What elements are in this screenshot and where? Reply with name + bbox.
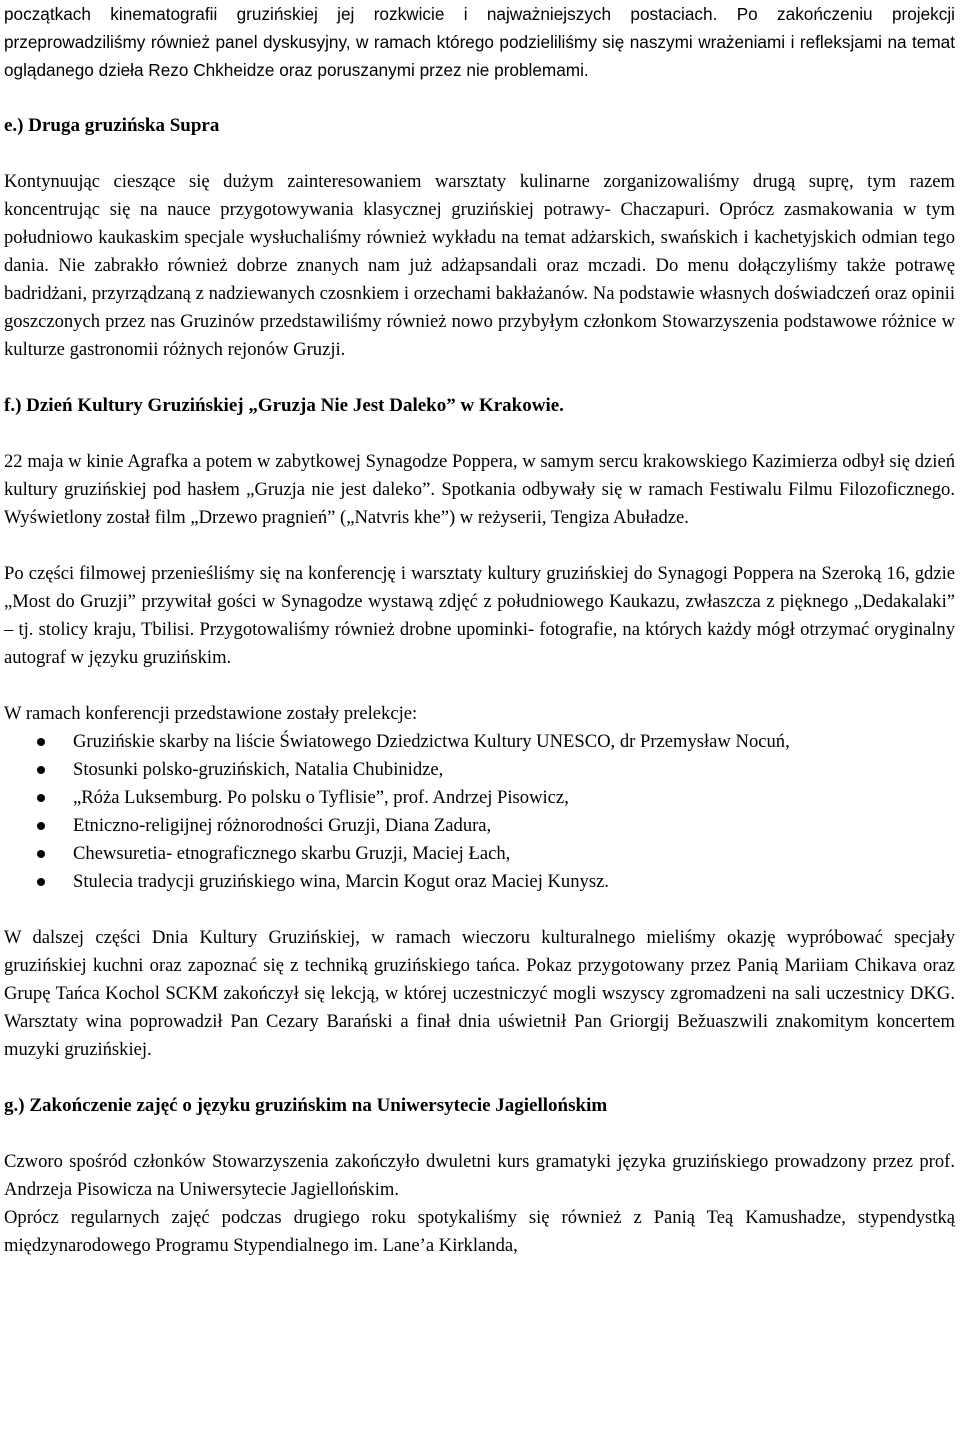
section-f-paragraph-2: Po części filmowej przenieśliśmy się na konferencję i warsztaty kultury gruzińskiej do Synagogi Poppera na Szeroką 16, gdzie „Most do Gruzji” przywitał gości w Synagodze wystawą zdjęć z południowego Kaukazu, zwłaszcza z pięknego „Dedakalaki” – tj. stolicy kraju, Tbilisi. Przygotowaliśmy również drobne upominki- fotografie, na których każdy mógł otrzymać oryginalny autograf w języku gruzińskim. xyxy=(4,563,955,668)
bullet-icon xyxy=(37,878,45,886)
section-e-paragraph: Kontynuując cieszące się dużym zainteresowaniem warsztaty kulinarne zorganizowaliśmy drugą suprę, tym razem koncentrując się na nauce przygotowywania klasycznej gruzińskiej potrawy- Chaczapuri. Oprócz zasmakowania w tym południowo kaukaskim specjale wysłuchaliśmy również wykładu na temat adżarskich, swańskich i kachetyjskich odmian tego dania. Nie zabrakło również dobrze znanych nam już adżapsandali oraz mczadi. Do menu dołączyliśmy także potrawę badridżani, przyrządzaną z nadziewanych czosnkiem i orzechami bakłażanów. Na podstawie własnych doświadczeń oraz opinii goszczonych przez nas Gruzinów przedstawiliśmy również nowo przybyłym członkom Stowarzyszenia podstawowe różnice w kulturze gastronomii różnych rejonów Gruzji. xyxy=(4,171,955,360)
lecture-text: Stosunki polsko-gruzińskich, Natalia Chubinidze, xyxy=(73,759,444,780)
lecture-text: „Róża Luksemburg. Po polsku o Tyflisie”, prof. Andrzej Pisowicz, xyxy=(73,787,569,808)
list-item xyxy=(4,728,955,756)
section-f-paragraph-3: W dalszej części Dnia Kultury Gruzińskiej, w ramach wieczoru kulturalnego mieliśmy okazję wypróbować specjały gruzińskiej kuchni oraz zapoznać się z techniką gruzińskiego tańca. Pokaz przygotowany przez Panią Mariiam Chikava oraz Grupę Tańca Kochol SCKM zakończył się lekcją, w której uczestniczyć mogli wszyscy zgromadzeni na sali uczestnicy DKG. Warsztaty wina poprowadził Pan Cezary Barański a finał dnia uświetnił Pan Griorgij Bežuaszwili znakomitym koncertem muzyki gruzińskiej. xyxy=(4,927,955,1060)
bullet-icon xyxy=(37,822,45,830)
list-item xyxy=(4,812,955,840)
section-f-paragraph-1: 22 maja w kinie Agrafka a potem w zabytkowej Synagodze Poppera, w samym sercu krakowskiego Kazimierza odbył się dzień kultury gruzińskiej pod hasłem „Gruzja nie jest daleko”. Spotkania odbywały się w ramach Festiwalu Filmu Filozoficznego. Wyświetlony został film „Drzewo pragnień” („Natvris khe”) w reżyserii, Tengiza Abuładze. xyxy=(4,451,955,528)
section-g-paragraph-1: Czworo spośród członków Stowarzyszenia zakończyło dwuletni kurs gramatyki języka gruzińskiego prowadzony przez prof. Andrzeja Pisowicza na Uniwersytecie Jagiellońskim. xyxy=(4,1151,955,1200)
section-g-heading: g.) Zakończenie zajęć o języku gruzińskim na Uniwersytecie Jagiellońskim xyxy=(4,1095,608,1116)
lectures-list xyxy=(4,728,955,896)
intro-paragraph: początkach kinematografii gruzińskiej jej rozkwicie i najważniejszych postaciach. Po zakończeniu projekcji przeprowadziliśmy również panel dyskusyjny, w ramach którego podzieliliśmy się naszymi wrażeniami i refleksjami na temat oglądanego dzieła Rezo Chkheidze oraz poruszanymi przez nie problemami. xyxy=(4,4,955,80)
lectures-intro: W ramach konferencji przedstawione zostały prelekcje: xyxy=(4,703,418,724)
list-item xyxy=(4,756,955,784)
list-item xyxy=(4,784,955,812)
bullet-icon xyxy=(37,850,45,858)
lecture-text: Etniczno-religijnej różnorodności Gruzji, Diana Zadura, xyxy=(73,815,492,836)
list-item xyxy=(4,868,955,896)
section-g-paragraph-2: Oprócz regularnych zajęć podczas drugiego roku spotykaliśmy się również z Panią Teą Kamushadze, stypendystką międzynarodowego Programu Stypendialnego im. Lane’a Kirklanda, xyxy=(4,1207,955,1256)
document-page xyxy=(4,0,955,1260)
lecture-text: Stulecia tradycji gruzińskiego wina, Marcin Kogut oraz Maciej Kunysz. xyxy=(73,871,609,892)
lecture-text: Gruzińskie skarby na liście Światowego Dziedzictwa Kultury UNESCO, dr Przemysław Nocuń, xyxy=(73,731,790,752)
bullet-icon xyxy=(37,794,45,802)
lecture-text: Chewsuretia- etnograficznego skarbu Gruzji, Maciej Łach, xyxy=(73,843,511,864)
section-e-heading: e.) Druga gruzińska Supra xyxy=(4,115,220,136)
list-item xyxy=(4,840,955,868)
bullet-icon xyxy=(37,766,45,774)
section-f-heading: f.) Dzień Kultury Gruzińskiej „Gruzja Nie Jest Daleko” w Krakowie. xyxy=(4,395,564,416)
bullet-icon xyxy=(37,738,45,746)
